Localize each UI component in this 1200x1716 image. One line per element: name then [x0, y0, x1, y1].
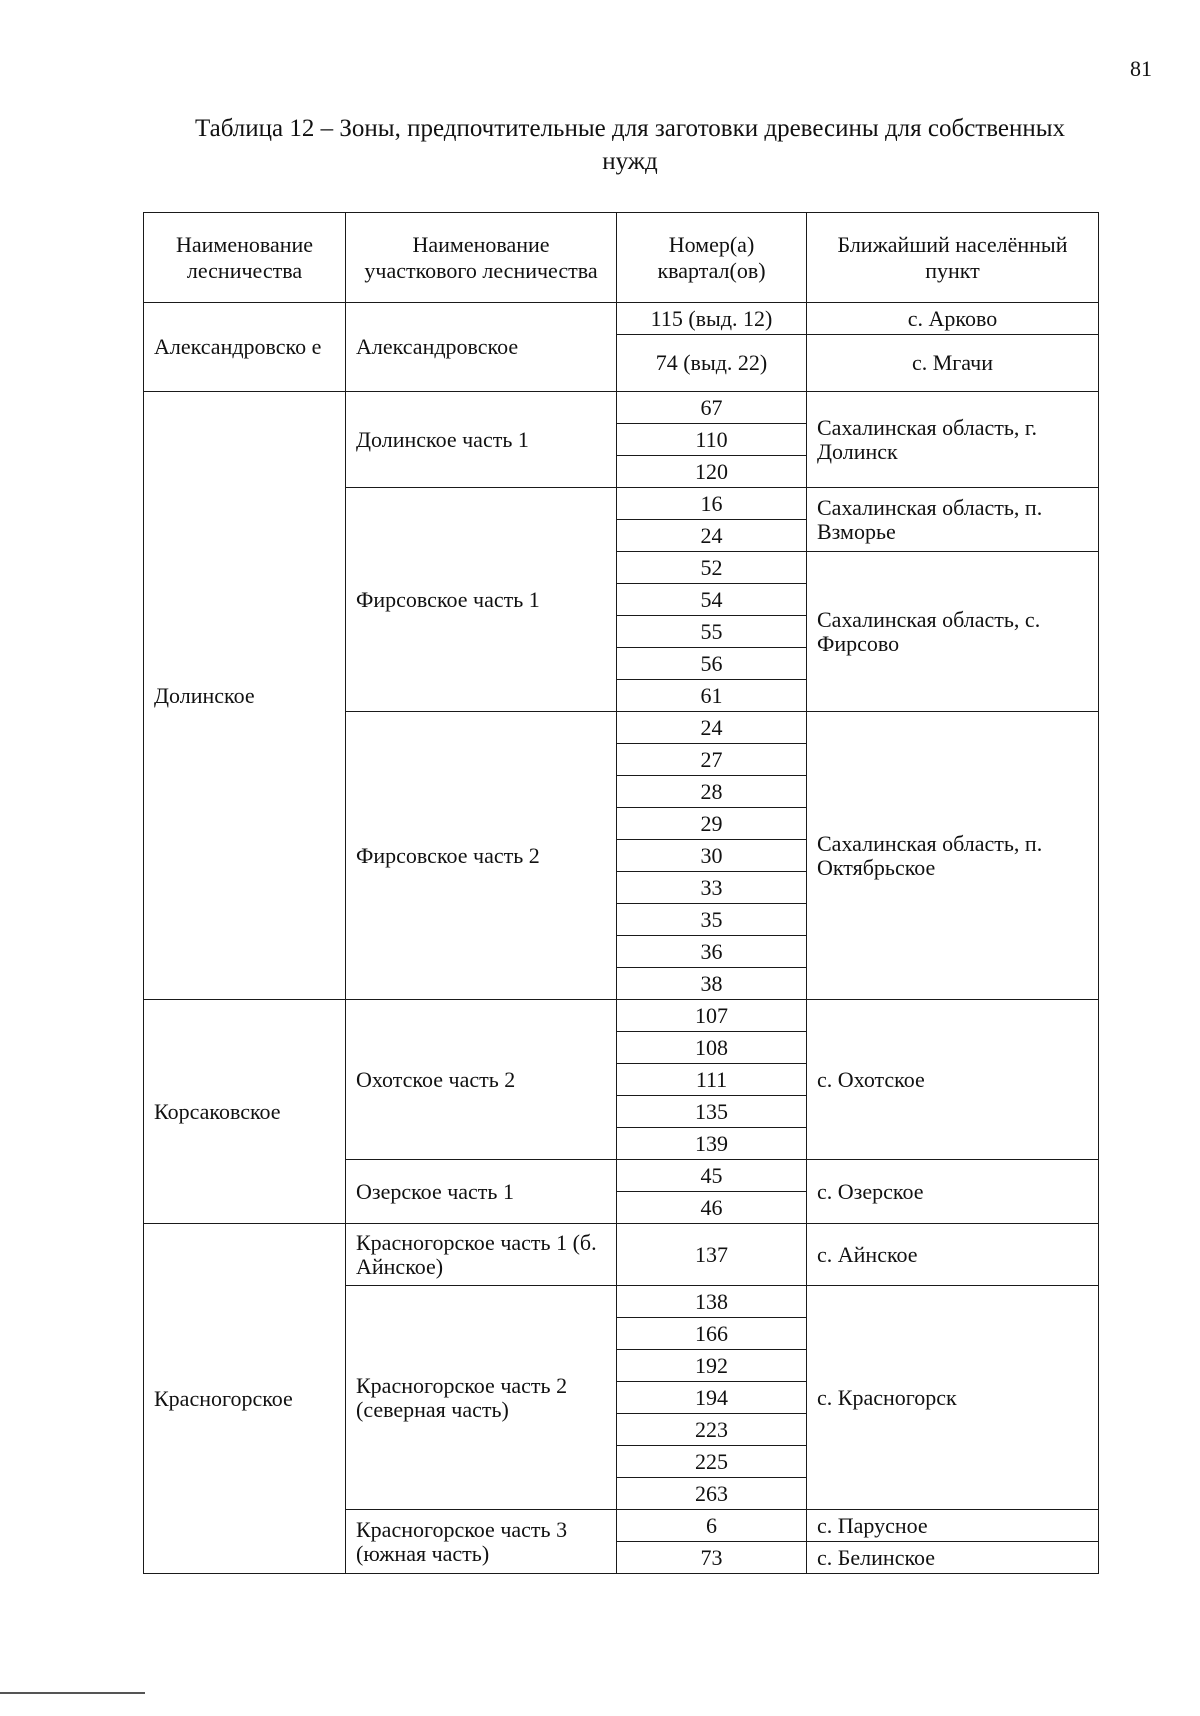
- settlement-cell: с. Белинское: [807, 1542, 1099, 1574]
- quarter-cell: 38: [617, 968, 807, 1000]
- quarter-cell: 166: [617, 1318, 807, 1350]
- quarter-cell: 16: [617, 488, 807, 520]
- quarter-cell: 115 (выд. 12): [617, 303, 807, 335]
- settlement-cell: с. Красногорск: [807, 1286, 1099, 1510]
- settlement-cell: с. Мгачи: [807, 335, 1099, 392]
- quarter-cell: 61: [617, 680, 807, 712]
- settlement-cell: с. Парусное: [807, 1510, 1099, 1542]
- quarter-cell: 6: [617, 1510, 807, 1542]
- quarter-cell: 73: [617, 1542, 807, 1574]
- quarter-cell: 194: [617, 1382, 807, 1414]
- settlement-cell: с. Охотское: [807, 1000, 1099, 1160]
- table-caption-line-2: нужд: [602, 148, 658, 175]
- page-number: 81: [1130, 56, 1152, 81]
- header-settlement: Ближайший населённый пункт: [807, 213, 1099, 303]
- settlement-cell: с. Айнское: [807, 1224, 1099, 1286]
- settlement-cell: Сахалинская область, п. Октябрьское: [807, 712, 1099, 1000]
- table-row: [144, 392, 1099, 424]
- settlement-cell: Сахалинская область, с. Фирсово: [807, 552, 1099, 712]
- district-cell: Александровское: [346, 303, 617, 392]
- quarter-cell: 110: [617, 424, 807, 456]
- quarter-cell: 35: [617, 904, 807, 936]
- quarter-cell: 107: [617, 1000, 807, 1032]
- district-cell: Красногорское часть 1 (б. Айнское): [346, 1224, 617, 1286]
- scan-edge-line: [0, 1692, 145, 1694]
- quarter-cell: 263: [617, 1478, 807, 1510]
- quarter-cell: 27: [617, 744, 807, 776]
- quarter-cell: 108: [617, 1032, 807, 1064]
- quarter-cell: 24: [617, 712, 807, 744]
- district-cell: Фирсовское часть 1: [346, 488, 617, 712]
- table-row: [144, 1000, 1099, 1032]
- quarter-cell: 46: [617, 1192, 807, 1224]
- district-cell: Долинское часть 1: [346, 392, 617, 488]
- harvest-zones-table: [143, 212, 1099, 1574]
- quarter-cell: 225: [617, 1446, 807, 1478]
- quarter-cell: 45: [617, 1160, 807, 1192]
- table-caption-line-1: Таблица 12 – Зоны, предпочтительные для заготовки древесины для собственных: [194, 115, 1066, 142]
- table-row: [144, 1224, 1099, 1286]
- quarter-cell: 24: [617, 520, 807, 552]
- quarter-cell: 120: [617, 456, 807, 488]
- district-cell: Фирсовское часть 2: [346, 712, 617, 1000]
- quarter-cell: 135: [617, 1096, 807, 1128]
- quarter-cell: 137: [617, 1224, 807, 1286]
- forestry-cell: Красногорское: [144, 1224, 346, 1574]
- forestry-cell: Корсаковское: [144, 1000, 346, 1224]
- district-cell: Озерское часть 1: [346, 1160, 617, 1224]
- forestry-cell: Долинское: [144, 392, 346, 1000]
- header-forestry: Наименование лесничества: [144, 213, 346, 303]
- quarter-cell: 67: [617, 392, 807, 424]
- forestry-cell: Александровско е: [144, 303, 346, 392]
- table-header-row: [144, 213, 1099, 303]
- quarter-cell: 223: [617, 1414, 807, 1446]
- quarter-cell: 139: [617, 1128, 807, 1160]
- quarter-cell: 36: [617, 936, 807, 968]
- quarter-cell: 29: [617, 808, 807, 840]
- settlement-cell: Сахалинская область, п. Взморье: [807, 488, 1099, 552]
- district-cell: Красногорское часть 3 (южная часть): [346, 1510, 617, 1574]
- quarter-cell: 74 (выд. 22): [617, 335, 807, 392]
- quarter-cell: 138: [617, 1286, 807, 1318]
- quarter-cell: 52: [617, 552, 807, 584]
- district-cell: Красногорское часть 2 (северная часть): [346, 1286, 617, 1510]
- quarter-cell: 30: [617, 840, 807, 872]
- settlement-cell: с. Озерское: [807, 1160, 1099, 1224]
- header-quarters: Номер(а) квартал(ов): [617, 213, 807, 303]
- settlement-cell: Сахалинская область, г. Долинск: [807, 392, 1099, 488]
- quarter-cell: 111: [617, 1064, 807, 1096]
- quarter-cell: 56: [617, 648, 807, 680]
- quarter-cell: 28: [617, 776, 807, 808]
- quarter-cell: 55: [617, 616, 807, 648]
- header-district: Наименование участкового лесничества: [346, 213, 617, 303]
- settlement-cell: с. Арково: [807, 303, 1099, 335]
- table-caption: [130, 112, 1130, 178]
- quarter-cell: 33: [617, 872, 807, 904]
- quarter-cell: 54: [617, 584, 807, 616]
- quarter-cell: 192: [617, 1350, 807, 1382]
- district-cell: Охотское часть 2: [346, 1000, 617, 1160]
- table-row: [144, 303, 1099, 335]
